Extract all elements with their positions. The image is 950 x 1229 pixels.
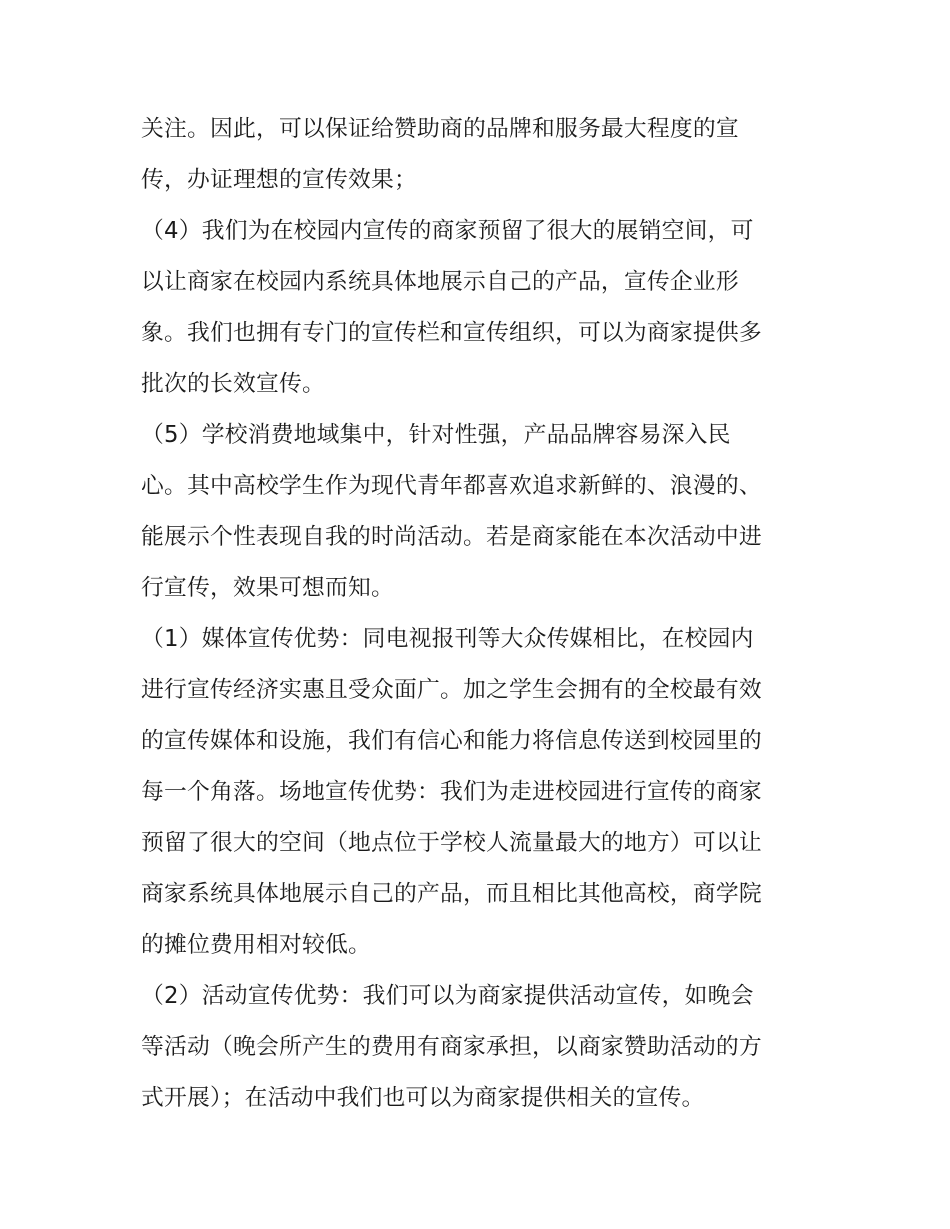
text-line: 的摊位费用相对较低。 xyxy=(141,932,371,958)
text-line: 批次的长效宣传。 xyxy=(141,371,325,397)
text-line: 等活动（晚会所产生的费用有商家承担，以商家赞助活动的方 xyxy=(141,1034,762,1060)
text-line: （2）活动宣传优势：我们可以为商家提供活动宣传，如晚会 xyxy=(141,983,754,1009)
text-line: 商家系统具体地展示自己的产品，而且相比其他高校，商学院 xyxy=(141,881,762,907)
text-line: （1）媒体宣传优势：同电视报刊等大众传媒相比，在校园内 xyxy=(141,626,754,652)
text-line: 行宣传，效果可想而知。 xyxy=(141,575,394,601)
text-line: （4）我们为在校园内宣传的商家预留了很大的展销空间，可 xyxy=(141,218,754,244)
text-line: 象。我们也拥有专门的宣传栏和宣传组织，可以为商家提供多 xyxy=(141,320,762,346)
text-line: 的宣传媒体和设施，我们有信心和能力将信息传送到校园里的 xyxy=(141,728,762,754)
text-line: 以让商家在校园内系统具体地展示自己的产品，宣传企业形 xyxy=(141,269,739,295)
text-line: 每一个角落。场地宣传优势：我们为走进校园进行宣传的商家 xyxy=(141,779,762,805)
document-body xyxy=(141,104,813,1124)
text-line: 进行宣传经济实惠且受众面广。加之学生会拥有的全校最有效 xyxy=(141,677,762,703)
text-line: 预留了很大的空间（地点位于学校人流量最大的地方）可以让 xyxy=(141,830,762,856)
text-line: 式开展）；在活动中我们也可以为商家提供相关的宣传。 xyxy=(141,1085,705,1111)
text-line: 传，办证理想的宣传效果； xyxy=(141,167,417,193)
text-line: 关注。因此，可以保证给赞助商的品牌和服务最大程度的宣 xyxy=(141,116,739,142)
text-line: 心。其中高校学生作为现代青年都喜欢追求新鲜的、浪漫的、 xyxy=(141,473,762,499)
text-line: （5）学校消费地域集中，针对性强，产品品牌容易深入民 xyxy=(141,422,731,448)
text-line: 能展示个性表现自我的时尚活动。若是商家能在本次活动中进 xyxy=(141,524,762,550)
